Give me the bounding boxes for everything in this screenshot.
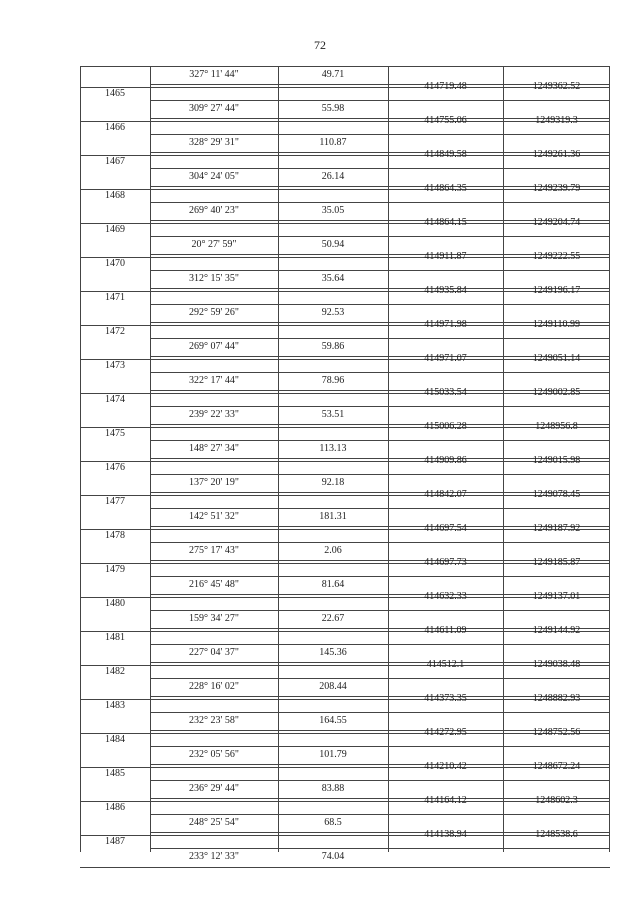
easting-cell: 1249362.52 bbox=[532, 81, 581, 92]
survey-table bbox=[80, 66, 610, 862]
distance-cell: 74.04 bbox=[321, 851, 345, 862]
easting-cell: 1248602.3 bbox=[535, 795, 578, 806]
distance-cell: 78.96 bbox=[321, 375, 345, 386]
row-divider bbox=[150, 406, 610, 407]
point-id-cell: 1479 bbox=[105, 564, 125, 575]
row-divider bbox=[150, 372, 610, 373]
bearing-cell: 327° 11' 44" bbox=[189, 69, 239, 80]
easting-cell: 1249319.3 bbox=[535, 115, 578, 126]
northing-cell: 414935.84 bbox=[424, 285, 467, 296]
row-divider bbox=[150, 270, 610, 271]
distance-cell: 92.53 bbox=[321, 307, 345, 318]
distance-cell: 208.44 bbox=[319, 681, 347, 692]
bearing-cell: 328° 29' 31" bbox=[189, 137, 239, 148]
easting-cell: 1249078.45 bbox=[532, 489, 581, 500]
northing-cell: 414512.1 bbox=[426, 659, 465, 670]
bearing-cell: 20° 27' 59" bbox=[191, 239, 237, 250]
row-divider bbox=[150, 474, 610, 475]
bearing-cell: 236° 29' 44" bbox=[189, 783, 239, 794]
distance-cell: 35.64 bbox=[321, 273, 345, 284]
distance-cell: 22.67 bbox=[321, 613, 345, 624]
bearing-cell: 269° 07' 44" bbox=[189, 341, 239, 352]
easting-cell: 1248956.8 bbox=[535, 421, 578, 432]
distance-cell: 2.06 bbox=[324, 545, 342, 556]
row-divider bbox=[150, 338, 610, 339]
easting-cell: 1249261.36 bbox=[532, 149, 581, 160]
easting-cell: 1248752.56 bbox=[532, 727, 581, 738]
row-divider bbox=[150, 644, 610, 645]
easting-cell: 1249187.92 bbox=[532, 523, 581, 534]
easting-cell: 1249002.85 bbox=[532, 387, 581, 398]
distance-cell: 101.79 bbox=[319, 749, 347, 760]
northing-cell: 414755.06 bbox=[424, 115, 467, 126]
bearing-cell: 216° 45' 48" bbox=[189, 579, 239, 590]
northing-cell: 415006.28 bbox=[424, 421, 467, 432]
point-id-cell: 1487 bbox=[105, 836, 125, 847]
easting-cell: 1249204.74 bbox=[532, 217, 581, 228]
bearing-cell: 232° 05' 56" bbox=[189, 749, 239, 760]
distance-cell: 145.36 bbox=[319, 647, 347, 658]
distance-cell: 113.13 bbox=[319, 443, 347, 454]
distance-cell: 49.71 bbox=[321, 69, 345, 80]
easting-cell: 1249110.99 bbox=[532, 319, 581, 330]
point-id-cell: 1466 bbox=[105, 122, 125, 133]
easting-cell: 1249185.87 bbox=[532, 557, 581, 568]
row-divider bbox=[150, 712, 610, 713]
page-number: 72 bbox=[314, 38, 326, 52]
point-id-cell: 1483 bbox=[105, 700, 125, 711]
row-divider bbox=[150, 780, 610, 781]
row-divider bbox=[150, 134, 610, 135]
table-border-bottom bbox=[80, 867, 610, 868]
bearing-cell: 227° 04' 37" bbox=[189, 647, 239, 658]
northing-cell: 414911.87 bbox=[424, 251, 467, 262]
northing-cell: 414138.94 bbox=[424, 829, 467, 840]
bearing-cell: 137° 20' 19" bbox=[189, 477, 239, 488]
bearing-cell: 304° 24' 05" bbox=[189, 171, 239, 182]
distance-cell: 164.55 bbox=[319, 715, 347, 726]
row-divider bbox=[150, 440, 610, 441]
northing-cell: 414971.98 bbox=[424, 319, 467, 330]
northing-cell: 414864.35 bbox=[424, 183, 467, 194]
distance-cell: 59.86 bbox=[321, 341, 345, 352]
row-divider bbox=[150, 610, 610, 611]
bearing-cell: 275° 17' 43" bbox=[189, 545, 239, 556]
point-id-cell: 1485 bbox=[105, 768, 125, 779]
point-id-cell: 1469 bbox=[105, 224, 125, 235]
distance-cell: 68.5 bbox=[324, 817, 342, 828]
point-id-cell: 1470 bbox=[105, 258, 125, 269]
distance-cell: 53.51 bbox=[321, 409, 345, 420]
point-id-cell: 1473 bbox=[105, 360, 125, 371]
point-id-cell: 1480 bbox=[105, 598, 125, 609]
bearing-cell: 239° 22' 33" bbox=[189, 409, 239, 420]
bearing-cell: 148° 27' 34" bbox=[189, 443, 239, 454]
easting-cell: 1249239.79 bbox=[532, 183, 581, 194]
distance-cell: 35.05 bbox=[321, 205, 345, 216]
easting-cell: 1249222.55 bbox=[532, 251, 581, 262]
easting-cell: 1249144.92 bbox=[532, 625, 581, 636]
easting-cell: 1249196.17 bbox=[532, 285, 581, 296]
easting-cell: 1248538.6 bbox=[535, 829, 578, 840]
easting-cell: 1248672.24 bbox=[532, 761, 581, 772]
distance-cell: 50.94 bbox=[321, 239, 345, 250]
northing-cell: 414971.07 bbox=[424, 353, 467, 364]
northing-cell: 414864.15 bbox=[424, 217, 467, 228]
distance-cell: 26.14 bbox=[321, 171, 345, 182]
point-id-cell: 1468 bbox=[105, 190, 125, 201]
easting-cell: 1249015.98 bbox=[532, 455, 581, 466]
distance-cell: 181.31 bbox=[319, 511, 347, 522]
northing-cell: 414164.12 bbox=[424, 795, 467, 806]
easting-cell: 1249051.14 bbox=[532, 353, 581, 364]
northing-cell: 414909.86 bbox=[424, 455, 467, 466]
column-divider bbox=[150, 66, 151, 852]
distance-cell: 83.88 bbox=[321, 783, 345, 794]
point-id-cell: 1477 bbox=[105, 496, 125, 507]
distance-cell: 92.18 bbox=[321, 477, 345, 488]
northing-cell: 414697.54 bbox=[424, 523, 467, 534]
northing-cell: 414697.73 bbox=[424, 557, 467, 568]
row-divider bbox=[150, 576, 610, 577]
bearing-cell: 228° 16' 02" bbox=[189, 681, 239, 692]
northing-cell: 414842.07 bbox=[424, 489, 467, 500]
bearing-cell: 232° 23' 58" bbox=[189, 715, 239, 726]
northing-cell: 414632.33 bbox=[424, 591, 467, 602]
northing-cell: 414210.42 bbox=[424, 761, 467, 772]
row-divider bbox=[150, 678, 610, 679]
bearing-cell: 269° 40' 23" bbox=[189, 205, 239, 216]
column-divider bbox=[278, 66, 279, 852]
northing-cell: 415033.54 bbox=[424, 387, 467, 398]
point-id-cell: 1472 bbox=[105, 326, 125, 337]
bearing-cell: 309° 27' 44" bbox=[189, 103, 239, 114]
distance-cell: 81.64 bbox=[321, 579, 345, 590]
table-border-top bbox=[80, 66, 610, 67]
row-divider bbox=[150, 814, 610, 815]
row-divider bbox=[150, 304, 610, 305]
easting-cell: 1248882.93 bbox=[532, 693, 581, 704]
point-id-cell: 1486 bbox=[105, 802, 125, 813]
row-divider bbox=[150, 202, 610, 203]
row-divider bbox=[150, 542, 610, 543]
bearing-cell: 233° 12' 33" bbox=[189, 851, 239, 862]
northing-cell: 414611.09 bbox=[424, 625, 467, 636]
bearing-cell: 292° 59' 26" bbox=[189, 307, 239, 318]
row-divider bbox=[150, 168, 610, 169]
point-id-cell: 1474 bbox=[105, 394, 125, 405]
bearing-cell: 142° 51' 32" bbox=[189, 511, 239, 522]
row-divider bbox=[150, 508, 610, 509]
easting-cell: 1249137.01 bbox=[532, 591, 581, 602]
bearing-cell: 322° 17' 44" bbox=[189, 375, 239, 386]
row-divider bbox=[150, 236, 610, 237]
point-id-cell: 1475 bbox=[105, 428, 125, 439]
point-id-cell: 1476 bbox=[105, 462, 125, 473]
point-id-cell: 1467 bbox=[105, 156, 125, 167]
row-divider bbox=[150, 848, 610, 849]
bearing-cell: 312° 15' 35" bbox=[189, 273, 239, 284]
northing-cell: 414849.58 bbox=[424, 149, 467, 160]
row-divider bbox=[150, 100, 610, 101]
northing-cell: 414373.35 bbox=[424, 693, 467, 704]
point-id-cell: 1481 bbox=[105, 632, 125, 643]
northing-cell: 414719.48 bbox=[424, 81, 467, 92]
point-id-cell: 1471 bbox=[105, 292, 125, 303]
point-id-cell: 1465 bbox=[105, 88, 125, 99]
distance-cell: 110.87 bbox=[319, 137, 347, 148]
bearing-cell: 248° 25' 54" bbox=[189, 817, 239, 828]
point-id-cell: 1484 bbox=[105, 734, 125, 745]
point-id-cell: 1478 bbox=[105, 530, 125, 541]
northing-cell: 414272.95 bbox=[424, 727, 467, 738]
easting-cell: 1249038.48 bbox=[532, 659, 581, 670]
bearing-cell: 159° 34' 27" bbox=[189, 613, 239, 624]
point-id-cell: 1482 bbox=[105, 666, 125, 677]
distance-cell: 55.98 bbox=[321, 103, 345, 114]
row-divider bbox=[150, 746, 610, 747]
